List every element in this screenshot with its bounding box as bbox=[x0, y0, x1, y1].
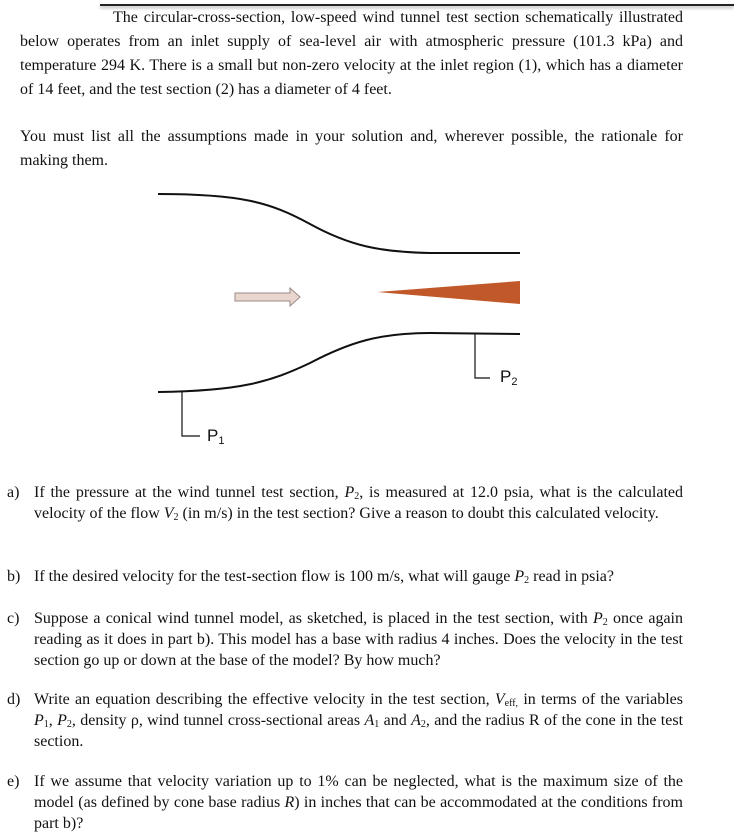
p1-label bbox=[207, 426, 224, 446]
intro-paragraph: The circular-cross-section, low-speed wind tunnel test section schematically illustrated below operates from an inlet supply of sea-level air with atmospheric pressure (101.3 kPa) and temperature 294 K. There is a small but non-zero velocity at the inlet region (1), which has a diameter of 14 feet, and the test section (2) has a diameter of 4 feet. bbox=[20, 9, 683, 98]
p1-pressure-tap bbox=[182, 392, 200, 436]
subscript: 2 bbox=[602, 617, 608, 628]
variable: A bbox=[411, 712, 421, 729]
subscript: 2 bbox=[420, 719, 426, 730]
p1-label-text: P bbox=[207, 426, 219, 445]
tunnel-upper-wall bbox=[158, 194, 520, 253]
question-b bbox=[7, 566, 683, 587]
question-text bbox=[34, 689, 683, 752]
text-segment: , and the radius R of the cone in the test section. bbox=[34, 712, 684, 750]
text-segment: Write an equation describing the effective velocity in the test section, bbox=[34, 691, 495, 708]
p2-label-sub: 2 bbox=[511, 376, 518, 388]
question-label: b) bbox=[7, 568, 21, 585]
question-text bbox=[34, 771, 683, 834]
assumptions-paragraph: You must list all the assumptions made in your solution and, wherever possible, the rationale for making them. bbox=[20, 128, 683, 169]
p1-label-sub: 1 bbox=[218, 435, 225, 447]
variable: V bbox=[494, 691, 505, 708]
text-segment: If we assume that velocity variation up to 1% can be neglected, what is the maximum size of the model (as defined by cone base radius bbox=[34, 773, 683, 811]
variable: P bbox=[344, 484, 355, 501]
question-c bbox=[7, 608, 683, 671]
question-label: e) bbox=[7, 773, 20, 790]
question-text bbox=[34, 482, 683, 524]
question-text bbox=[34, 608, 683, 671]
text-segment: , is measured at 12.0 psia, what is the calculated velocity of the flow bbox=[34, 484, 683, 522]
subscript: 2 bbox=[173, 512, 179, 523]
subscript: 2 bbox=[354, 491, 360, 502]
text-segment: read in psia? bbox=[529, 568, 614, 585]
variable: P bbox=[57, 712, 67, 729]
text-segment: once again reading as it does in part b). This model has a base with radius 4 inches. Does the velocity in the test section go up or down at the base of the model? By how much? bbox=[34, 610, 683, 669]
question-label: a) bbox=[7, 484, 20, 501]
flow-direction-arrow-icon bbox=[235, 288, 300, 306]
text-segment: (in m/s) in the test section? Give a reason to doubt this calculated velocity. bbox=[178, 505, 659, 522]
subscript: 2 bbox=[66, 719, 72, 730]
text-segment: in terms of the variables bbox=[518, 691, 683, 708]
question-label: d) bbox=[7, 691, 21, 708]
text-segment: If the pressure at the wind tunnel test section, bbox=[34, 484, 345, 501]
variable: P bbox=[514, 568, 525, 585]
question-label: c) bbox=[7, 610, 20, 627]
subscript: eff, bbox=[504, 698, 519, 709]
variable: P bbox=[34, 712, 44, 729]
text-segment: If the desired velocity for the test-section flow is 100 m/s, what will gauge bbox=[34, 568, 515, 585]
text-segment: , bbox=[48, 712, 58, 729]
tunnel-lower-wall bbox=[158, 333, 520, 392]
text-segment: ) in inches that can be accommodated at the conditions from part b)? bbox=[34, 794, 684, 832]
question-e bbox=[7, 771, 683, 834]
subscript: 1 bbox=[374, 719, 380, 730]
text-segment: Suppose a conical wind tunnel model, as sketched, is placed in the test section, with bbox=[34, 610, 593, 627]
variable: P bbox=[592, 610, 603, 627]
question-text bbox=[34, 566, 683, 587]
p2-label bbox=[500, 367, 517, 387]
subscript: 2 bbox=[524, 575, 530, 586]
question-a bbox=[7, 482, 683, 524]
text-segment: , density ρ, wind tunnel cross-sectional areas bbox=[71, 712, 365, 729]
p2-pressure-tap bbox=[475, 333, 490, 378]
conical-model bbox=[377, 281, 520, 304]
text-segment: and bbox=[379, 712, 412, 729]
question-d bbox=[7, 689, 683, 752]
subscript: 1 bbox=[43, 719, 49, 730]
variable: V bbox=[163, 505, 174, 522]
variable: A bbox=[364, 712, 375, 729]
variable: R bbox=[284, 794, 295, 811]
p2-label-text: P bbox=[500, 367, 512, 386]
